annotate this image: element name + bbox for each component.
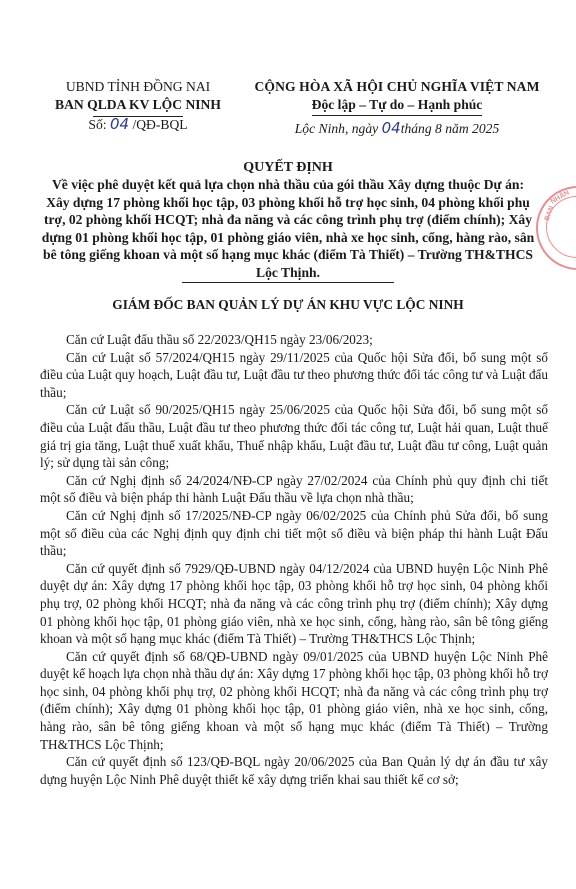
issuer-block [24,78,252,134]
document-subject: Về việc phê duyệt kết quả lựa chọn nhà thầu của gói thầu Xây dựng thuộc Dự án: Xây dựng 17 phòng khối học tập, 03 phòng khối hỗ trợ học sinh, 04 phòng khối phụ trợ, 02 phòng khối HCQT; nhà đa năng và các công trình phụ trợ (điểm chính); Xây dựng 01 phòng khối học tập, 01 phòng giáo viên, nhà xe học sinh, cổng, hàng rào, sân bê tông giếng khoan và một số hạng mục khác (điểm Tà Thiết) – Trường TH&THCS Lộc Thịnh. [41,177,535,280]
number-suffix: /QĐ-BQL [132,117,188,132]
legal-basis-paragraph: Căn cứ quyết định số 68/QĐ-UBND ngày 09/01/2025 của UBND huyện Lộc Ninh Phê duyệt kế hoạch lựa chọn nhà thầu dự án: Xây dựng 17 phòng khối học tập, 03 phòng khối hỗ trợ học sinh, 04 phòng khối phụ trợ, 02 phòng khối HCQT; nhà đa năng và các công trình phụ trợ (điểm chính); Xây dựng 01 phòng khối học tập, 01 phòng giáo viên, nhà xe học sinh, cổng, hàng rào, sân bê tông giếng khoan và một số hạng mục khác (điểm Tà Thiết) – Trường TH&THCS Lộc Thịnh; [40,648,548,752]
date-prefix: Lộc Ninh, ngày [294,121,379,136]
official-seal-stamp [536,186,576,270]
issuer-parent-org: UBND TỈNH ĐỒNG NAI [65,79,211,94]
national-motto: Độc lập – Tự do – Hạnh phúc [312,96,483,116]
issue-date [238,119,556,138]
seal-text-b: NHÂN [549,189,571,206]
date-day-handwritten: 04 [381,119,401,137]
date-suffix: tháng 8 năm 2025 [400,121,500,136]
authority-heading: GIÁM ĐỐC BAN QUẢN LÝ DỰ ÁN KHU VỰC LỘC NINH [112,297,464,312]
document-body [40,331,548,788]
issuer-org: BAN QLDA KV LỘC NINH [55,97,221,112]
number-handwritten: 04 [109,115,130,133]
document-number [24,115,252,134]
document-title: QUYẾT ĐỊNH [243,160,333,175]
legal-basis-paragraph: Căn cứ Luật đấu thầu số 22/2023/QH15 ngày 23/06/2023; [66,332,373,347]
subject-underline [182,282,394,283]
legal-basis-paragraph: Căn cứ quyết định số 123/QĐ-BQL ngày 20/06/2025 của Ban Quản lý dự án đầu tư xây dựng huyện Lộc Ninh Phê duyệt thiết kế xây dựng triển khai sau thiết kế cơ sở; [40,754,548,787]
nation-name: CỘNG HÒA XÃ HỘI CHỦ NGHĨA VIỆT NAM [254,79,540,94]
number-prefix: Số: [88,117,107,132]
seal-text-a: BAN [543,205,556,222]
legal-basis-paragraph: Căn cứ quyết định số 7929/QĐ-UBND ngày 04/12/2024 của UBND huyện Lộc Ninh Phê duyệt dự án: Xây dựng 17 phòng khối học tập, 03 phòng khối hỗ trợ học sinh, 04 phòng khối phụ trợ, 02 phòng khối HCQT; nhà đa năng và các công trình phụ trợ (điểm chính); Xây dựng 01 phòng khối học tập, 01 phòng giáo viên, nhà xe học sinh, cổng, hàng rào, sân bê tông giếng khoan và một số hạng mục khác (điểm Tà Thiết) – Trường TH&THCS Lộc Thịnh; [40,560,548,647]
national-header [238,78,556,138]
legal-basis-paragraph: Căn cứ Nghị định số 17/2025/NĐ-CP ngày 06/02/2025 của Chính phủ Sửa đổi, bổ sung một số điều của các Nghị định quy định chi tiết một số điều và biện pháp thi hành Luật Đấu thầu; [40,507,548,559]
legal-basis-paragraph: Căn cứ Nghị định số 24/2024/NĐ-CP ngày 27/02/2024 của Chính phủ quy định chi tiết một số điều và biện pháp thi hành Luật Đấu thầu về lựa chọn nhà thầu; [40,472,548,506]
legal-basis-paragraph: Căn cứ Luật số 90/2025/QH15 ngày 25/06/2025 của Quốc hội Sửa đổi, bổ sung một số điều của Luật đấu thầu, Luật đầu tư theo phương thức đối tác công tư, Luật hải quan, Luật thuế giá trị gia tăng, Luật thuế xuất khẩu, Thuế nhập khẩu, Luật đầu tư, Luật đầu tư công, Luật quản lý; sử dụng tài sản công; [40,402,548,471]
legal-basis-paragraph: Căn cứ Luật số 57/2024/QH15 ngày 29/11/2025 của Quốc hội Sửa đổi, bổ sung một số điều của Luật quy hoạch, Luật đầu tư, Luật đầu tư theo phương thức đối tác công tư và Luật đấu thầu; [40,349,548,400]
